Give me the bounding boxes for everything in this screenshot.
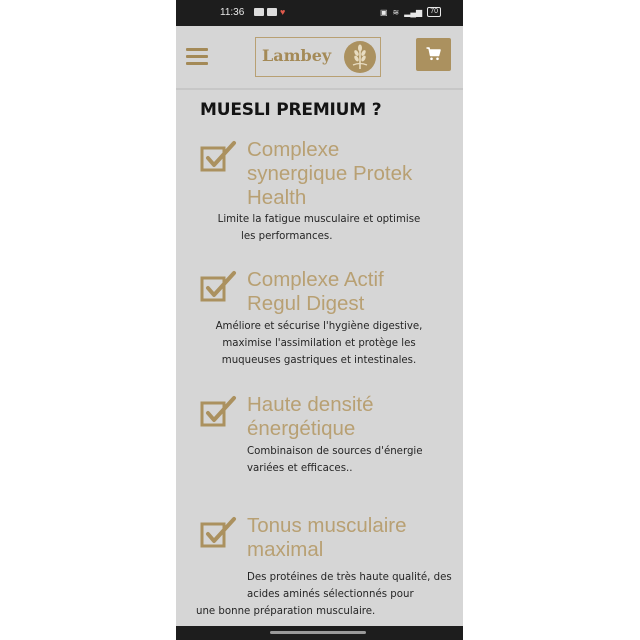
nfc-icon: ▣ bbox=[379, 7, 388, 17]
checkbox-checked-icon bbox=[200, 516, 238, 550]
battery-icon: 70 bbox=[427, 7, 441, 17]
notification-icons bbox=[254, 8, 285, 16]
cart-icon bbox=[426, 47, 441, 61]
feature-title: Haute densité énergétique bbox=[247, 393, 374, 440]
feature-description: Limite la fatigue musculaire et optimise les performances. bbox=[217, 214, 421, 242]
feature-title: Tonus musculaire maximal bbox=[247, 514, 407, 561]
status-time: 11:36 bbox=[220, 7, 245, 18]
brand-logo[interactable] bbox=[255, 37, 381, 77]
message-notification-icon bbox=[267, 8, 277, 16]
mail-notification-icon bbox=[254, 8, 264, 16]
checkbox-checked-icon bbox=[200, 270, 238, 304]
wheat-logo-icon bbox=[343, 40, 377, 74]
feature-title: Complexe synergique Protek Health bbox=[247, 138, 413, 209]
home-gesture-handle[interactable] bbox=[270, 631, 366, 634]
feature-description: Des protéines de très haute qualité, des acides aminés sélectionnés pour une bonne préparation musculaire. bbox=[196, 572, 452, 617]
cart-button[interactable] bbox=[416, 38, 451, 71]
hamburger-menu-icon[interactable] bbox=[186, 48, 208, 66]
brand-name: Lambey bbox=[262, 46, 332, 65]
wifi-icon: ≋ bbox=[392, 7, 400, 17]
system-nav-bar bbox=[176, 626, 463, 640]
system-indicators bbox=[380, 7, 441, 17]
checkbox-checked-icon bbox=[200, 140, 238, 174]
feature-description: Améliore et sécurise l'hygiène digestive, maximise l'assimilation et protège les muqueuses gastriques et intestinales. bbox=[215, 321, 423, 366]
feature-description: Combinaison de sources d'énergie variées et efficaces.. bbox=[247, 446, 423, 474]
feature-title: Complexe Actif Regul Digest bbox=[247, 268, 384, 315]
checkbox-checked-icon bbox=[200, 395, 238, 429]
site-header bbox=[176, 26, 463, 90]
heart-notification-icon: ♥ bbox=[280, 7, 286, 17]
status-bar bbox=[176, 0, 463, 26]
signal-icon: ▂▄▆ bbox=[404, 7, 423, 17]
page-title: MUESLI PREMIUM ? bbox=[200, 100, 382, 120]
phone-screen bbox=[176, 0, 463, 640]
